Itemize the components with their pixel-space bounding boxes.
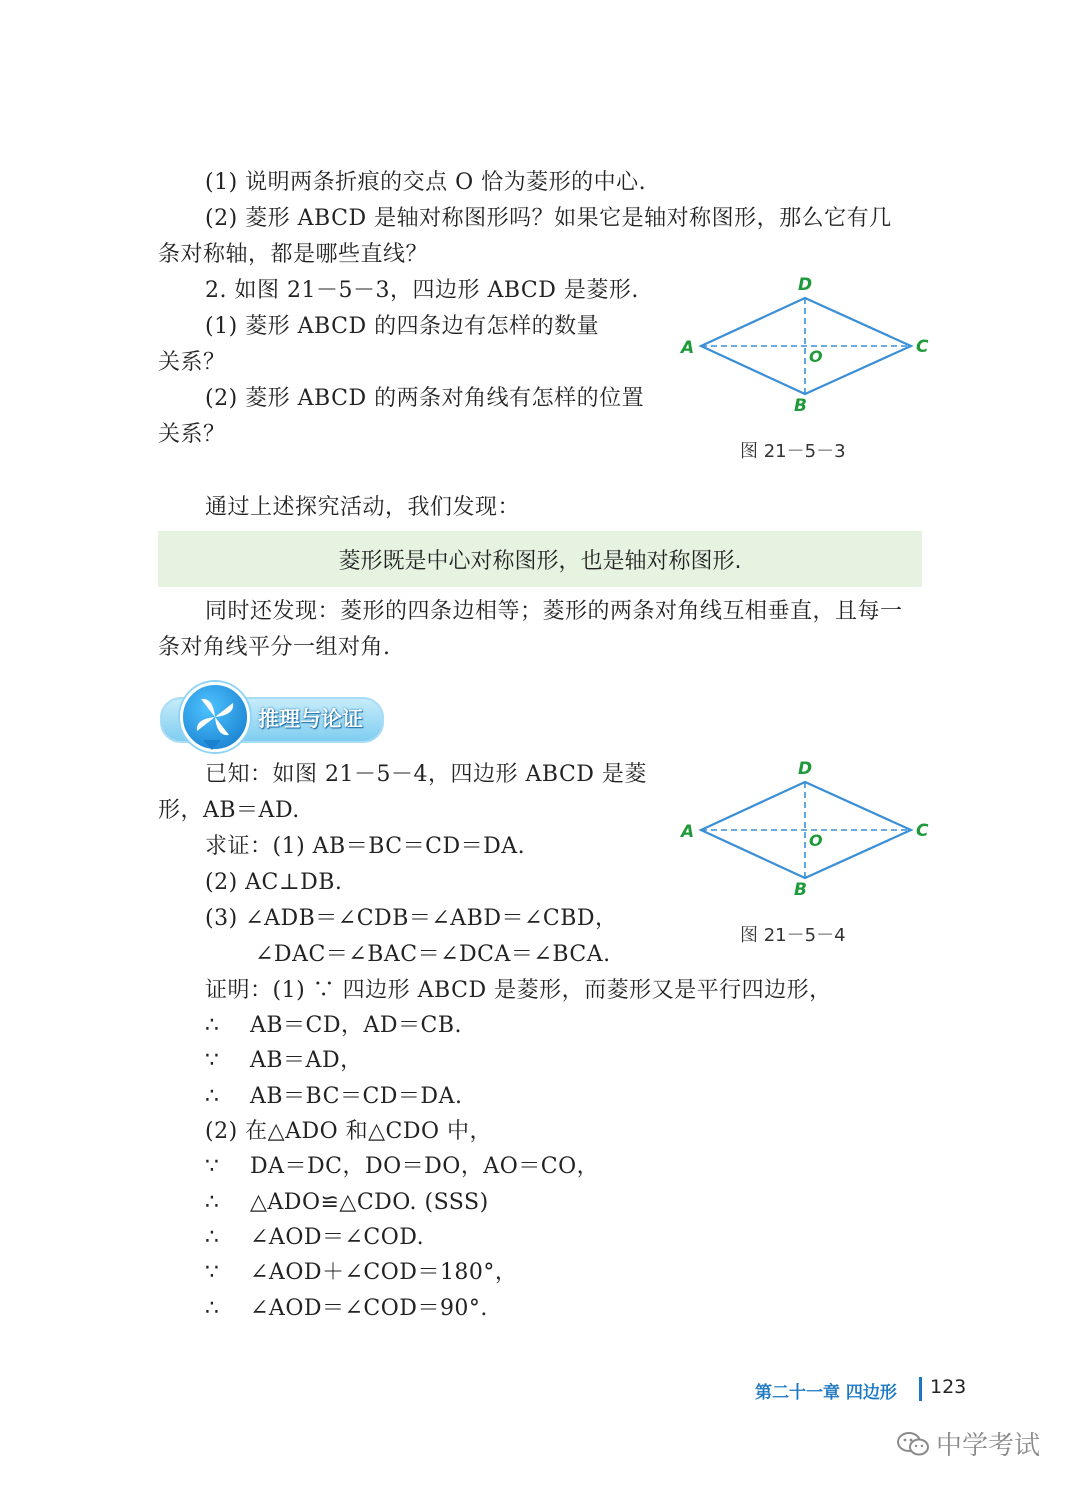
- proof-step-5: DA＝DC，DO＝DO，AO＝CO，: [250, 1154, 600, 1179]
- question-2-1: (1) 菱形 ABCD 的四条边有怎样的数量: [205, 314, 600, 339]
- proof-step-6-symbol: ∴: [205, 1190, 219, 1215]
- question-2-2-cont: 关系？: [158, 422, 226, 447]
- question-2-1-cont: 关系？: [158, 350, 226, 375]
- watermark: [896, 1425, 1040, 1462]
- question-1-2-cont: 条对称轴，都是哪些直线？: [158, 242, 429, 267]
- proof-step-1-symbol: ∴: [205, 1013, 219, 1038]
- key-conclusion: [158, 531, 922, 587]
- prove-3b: ∠DAC＝∠BAC＝∠DCA＝∠BCA.: [255, 942, 611, 967]
- prove-2: (2) AC⊥DB.: [205, 870, 343, 895]
- key-conclusion-text: 菱形既是中心对称图形，也是轴对称图形.: [338, 548, 742, 574]
- proof-step-9-symbol: ∴: [205, 1296, 219, 1321]
- question-1-1: (1) 说明两条折痕的交点 O 恰为菱形的中心.: [205, 170, 647, 195]
- discovery-more: 同时还发现：菱形的四条边相等；菱形的两条对角线互相垂直，且每一: [205, 599, 903, 624]
- chapter-label: 第二十一章 四边形: [755, 1383, 897, 1403]
- chat-bubble-icon: [896, 1430, 930, 1458]
- label-a: A: [681, 338, 695, 358]
- figure-caption-1: 图 21－5－3: [740, 441, 846, 462]
- proof-line-1: 证明：(1) ∵ 四边形 ABCD 是菱形，而菱形又是平行四边形，: [205, 978, 832, 1003]
- rhombus-figure-1: [675, 270, 935, 420]
- proof-step-2: AB＝AD，: [250, 1048, 363, 1073]
- label-a: A: [681, 822, 695, 842]
- proof-step-5-symbol: ∵: [205, 1154, 219, 1179]
- proof-step-6: △ADO≌△CDO. (SSS): [250, 1190, 489, 1215]
- discovery-more-cont: 条对角线平分一组对角.: [158, 635, 391, 660]
- proof-step-8: ∠AOD＋∠COD＝180°，: [250, 1260, 518, 1285]
- prove-1: 求证：(1) AB＝BC＝CD＝DA.: [205, 834, 526, 859]
- label-c: C: [916, 337, 929, 357]
- prove-3a: (3) ∠ADB＝∠CDB＝∠ABD＝∠CBD，: [205, 906, 618, 931]
- question-2-intro: 2. 如图 21－5－3，四边形 ABCD 是菱形.: [205, 278, 639, 303]
- banner-pointer: [203, 740, 221, 750]
- watermark-text: 中学考试: [936, 1431, 1041, 1461]
- rhombus-figure-2: [675, 754, 935, 904]
- proof-step-1: AB＝CD，AD＝CB.: [250, 1013, 463, 1038]
- given-line-2: 形，AB＝AD.: [158, 798, 300, 823]
- proof-step-2-symbol: ∵: [205, 1048, 219, 1073]
- proof-step-7: ∠AOD＝∠COD.: [250, 1225, 425, 1250]
- label-b: B: [794, 396, 807, 416]
- given-line-1: 已知：如图 21－5－4，四边形 ABCD 是菱: [205, 762, 647, 787]
- question-1-2: (2) 菱形 ABCD 是轴对称图形吗？如果它是轴对称图形，那么它有几: [205, 206, 892, 231]
- label-o: O: [809, 347, 823, 366]
- label-b: B: [794, 880, 807, 900]
- label-o: O: [809, 831, 823, 850]
- discovery-lead: 通过上述探究活动，我们发现：: [205, 495, 521, 520]
- question-2-2: (2) 菱形 ABCD 的两条对角线有怎样的位置: [205, 386, 645, 411]
- section-title: 推理与论证: [258, 707, 363, 731]
- page-number: 123: [930, 1376, 967, 1398]
- figure-caption-2: 图 21－5－4: [740, 925, 846, 946]
- proof-step-4: (2) 在△ADO 和△CDO 中，: [205, 1119, 493, 1144]
- proof-step-3-symbol: ∴: [205, 1084, 219, 1109]
- proof-step-9: ∠AOD＝∠COD＝90°.: [250, 1296, 488, 1321]
- proof-step-8-symbol: ∵: [205, 1260, 219, 1285]
- footer-divider: [919, 1377, 922, 1401]
- proof-step-7-symbol: ∴: [205, 1225, 219, 1250]
- proof-step-3: AB＝BC＝CD＝DA.: [250, 1084, 463, 1109]
- label-d: D: [798, 759, 813, 779]
- label-d: D: [798, 275, 813, 295]
- label-c: C: [916, 821, 929, 841]
